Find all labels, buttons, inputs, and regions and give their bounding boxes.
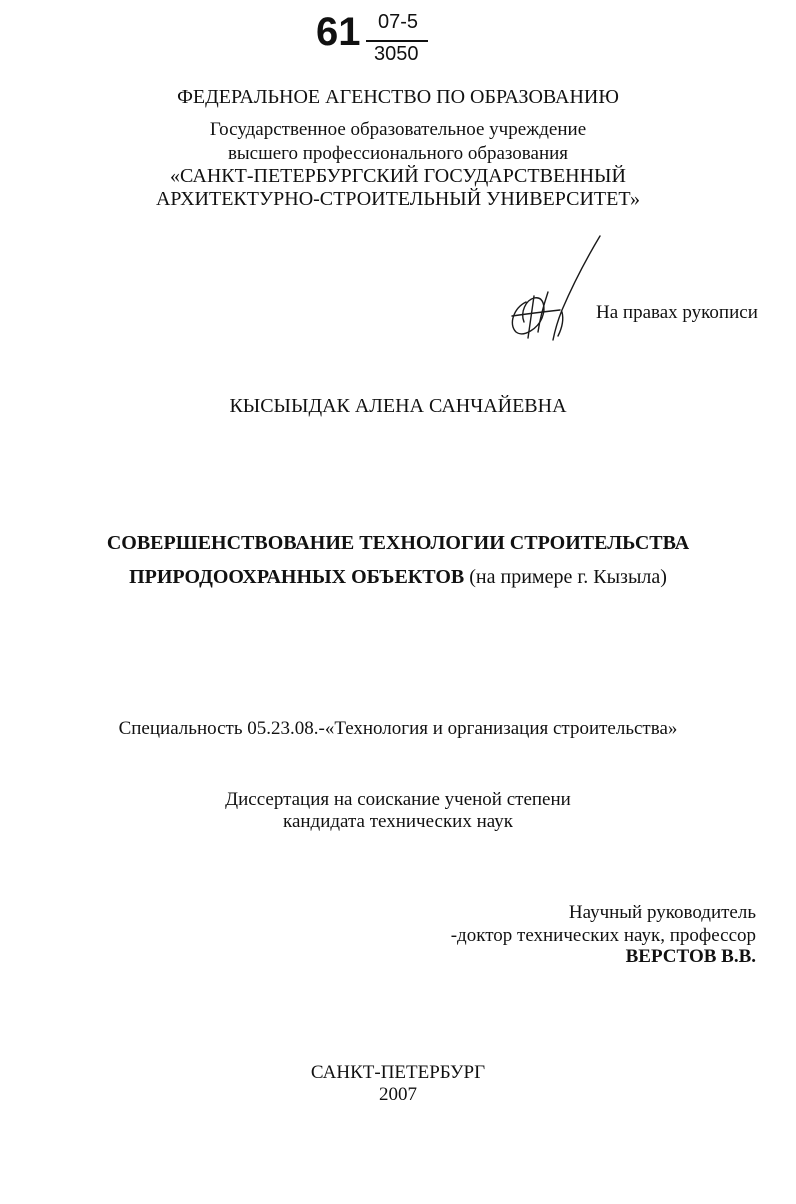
thesis-title-bold: ПРИРОДООХРАННЫХ ОБЪЕКТОВ — [129, 566, 465, 588]
thesis-title-note: (на примере г. Кызыла) — [464, 566, 667, 588]
institution-line: Государственное образовательное учреждение — [209, 119, 587, 140]
signature-icon — [504, 232, 608, 344]
year: 2007 — [379, 1084, 417, 1105]
institution-line: АРХИТЕКТУРНО-СТРОИТЕЛЬНЫЙ УНИВЕРСИТЕТ» — [155, 188, 641, 210]
specialty: Специальность 05.23.08.-«Технология и организация строительства» — [118, 718, 678, 739]
dissertation-line: кандидата технических наук — [283, 811, 513, 832]
supervisor-degree: -доктор технических наук, профессор — [450, 925, 756, 946]
thesis-title-line — [0, 566, 796, 589]
city: САНКТ-ПЕТЕРБУРГ — [310, 1062, 486, 1083]
thesis-title-line: СОВЕРШЕНСТВОВАНИЕ ТЕХНОЛОГИИ СТРОИТЕЛЬСТВА — [106, 532, 690, 554]
stamp-fraction-rule — [366, 40, 428, 42]
stamp-number: 61 — [316, 10, 361, 54]
stamp-fraction-bottom: 3050 — [374, 43, 419, 65]
institution-line: высшего профессионального образования — [227, 143, 569, 164]
agency-name: ФЕДЕРАЛЬНОЕ АГЕНСТВО ПО ОБРАЗОВАНИЮ — [177, 86, 619, 108]
institution-line: «САНКТ-ПЕТЕРБУРГСКИЙ ГОСУДАРСТВЕННЫЙ — [170, 165, 626, 187]
dissertation-line: Диссертация на соискание ученой степени — [225, 789, 571, 810]
manuscript-note: На правах рукописи — [596, 302, 758, 323]
supervisor-role: Научный руководитель — [568, 902, 756, 923]
stamp-fraction-top: 07-5 — [378, 11, 419, 33]
supervisor-name: ВЕРСТОВ В.В. — [625, 946, 756, 967]
author-name: КЫСЫЫДАК АЛЕНА САНЧАЙЕВНА — [229, 395, 567, 417]
